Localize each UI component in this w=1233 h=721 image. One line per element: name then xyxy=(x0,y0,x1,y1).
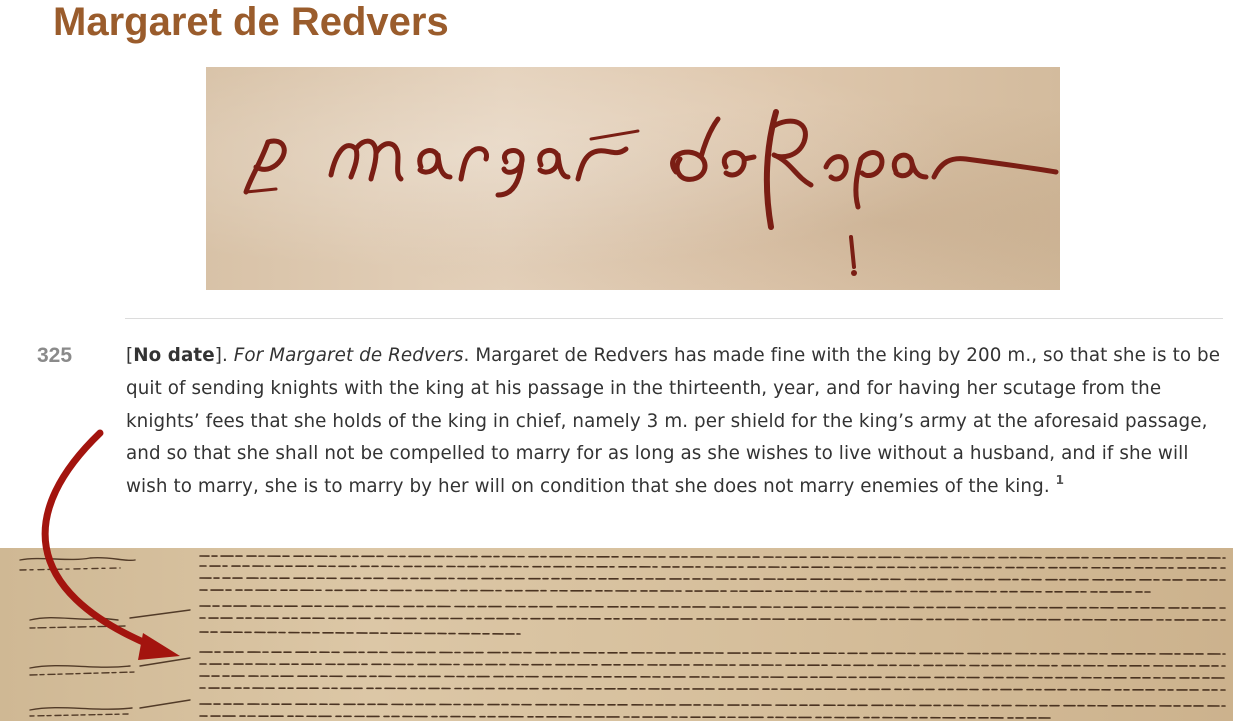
divider xyxy=(125,318,1223,319)
entry-number: 325 xyxy=(37,344,73,367)
entry-text: [No date]. For Margaret de Redvers. Margaret de Redvers has made fine with the king by 200 m., so that she is to be quit of sending knights with the king at his passage in the thirteenth, year, and for having her scutage from the knights’ fees that she holds of the king in chief, namely 3 m. per shield for the king’s army at the aforesaid passage, and so that she shall not be compelled to marry for as long as she wishes to live without a husband, and if she will wish to marry, she is to marry by her will on condition that she does not marry enemies of the king. $^1$ xyxy=(126,345,1221,498)
slide-title: Margaret de Redvers xyxy=(53,0,449,44)
manuscript-heading-image xyxy=(206,67,1060,290)
entry-date-label: No date xyxy=(133,345,215,366)
handwritten-heading xyxy=(206,67,1060,290)
manuscript-roll-image xyxy=(0,548,1233,721)
entry-grantee: For Margaret de Redvers xyxy=(233,345,464,366)
entry-body: Margaret de Redvers has made fine with the king by 200 m., so that she is to be quit of sending knights with the king at his passage in the thirteenth, year, and for having her scutage from the knights’ fees that she holds of the king in chief, namely 3 m. per shield for the king’s army at the aforesaid passage, and so that she shall not be compelled to marry for as long as she wishes to live without a husband, and if she will wish to marry, she is to marry by her will on condition that she does not marry enemies of the king. xyxy=(126,345,1221,498)
footnote-marker[interactable]: 1 xyxy=(1055,473,1065,488)
roll-script xyxy=(0,548,1233,721)
